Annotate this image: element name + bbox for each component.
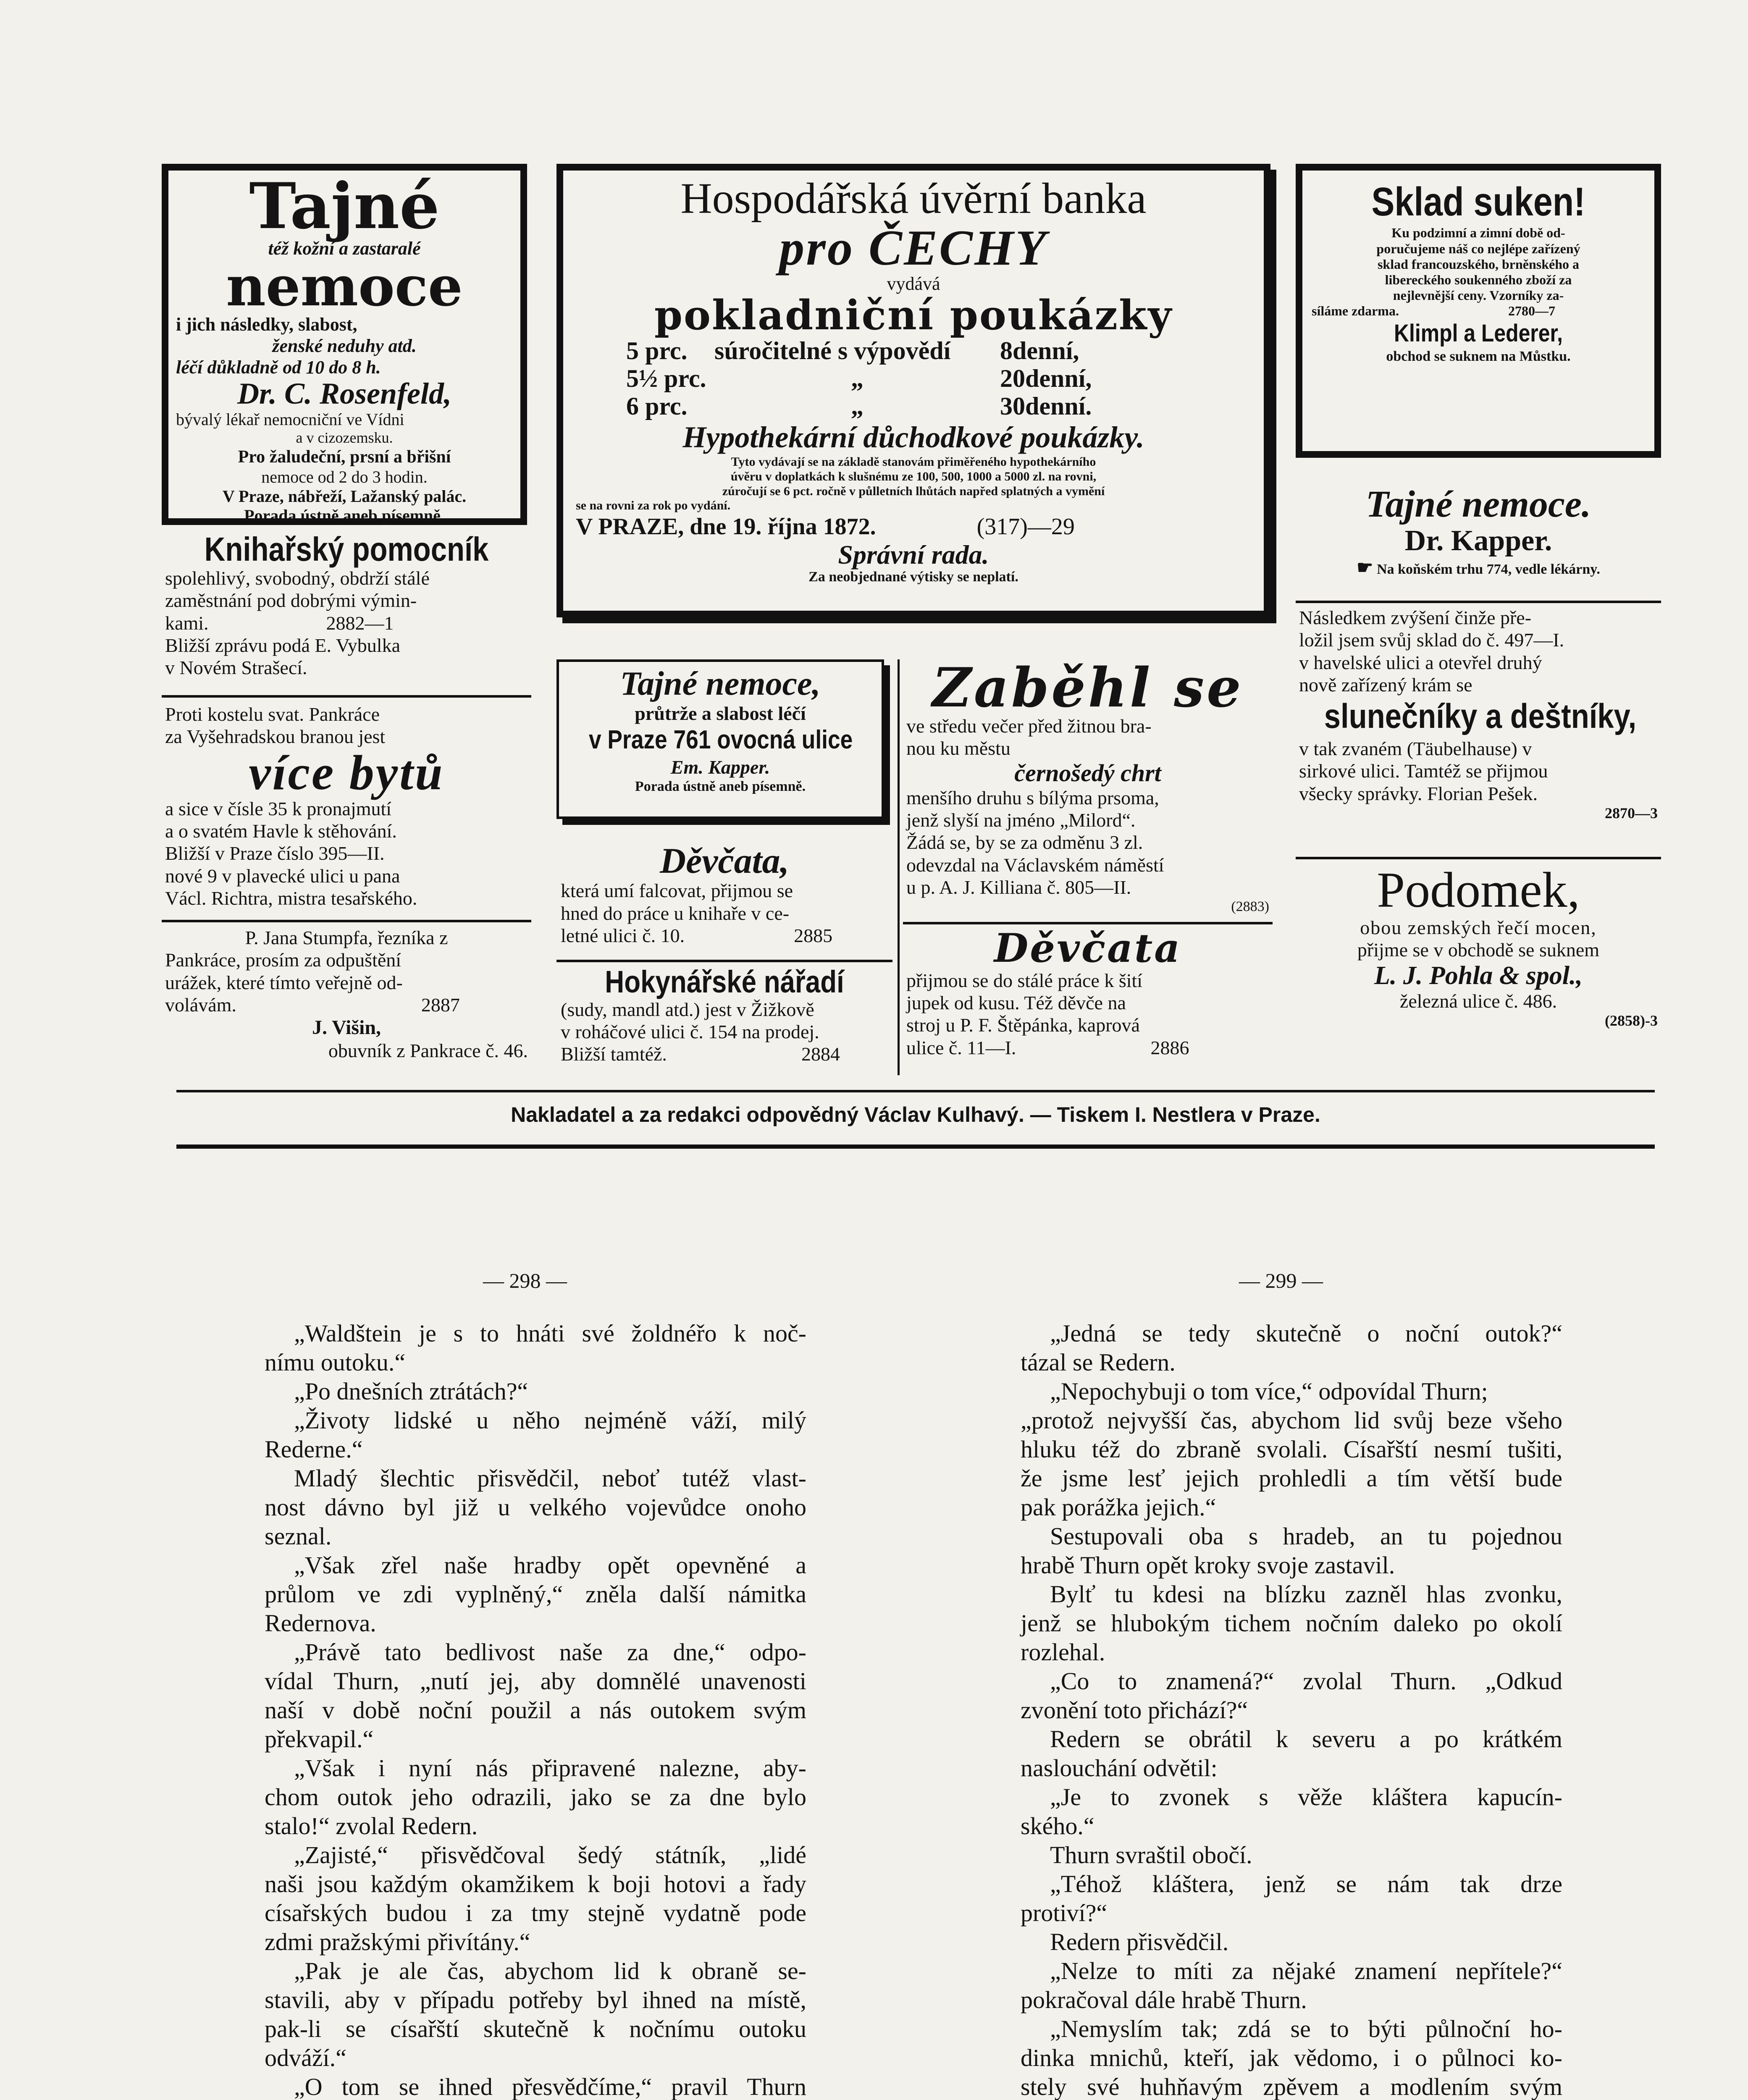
footer-rule-bottom [176,1144,1655,1149]
ad-slunecniky-destniky [1296,605,1661,861]
ad-name: Dr. Kapper. [1404,524,1552,557]
divider [162,920,531,922]
ad-title-2: pro ČECHY [779,220,1048,276]
text-line: zdmi pražskými přivítány.“ [265,1928,530,1956]
ad-title-2: nemoce [226,254,463,319]
ad-line: jupek od kusu. Též děvče na [906,992,1126,1014]
divider [1296,601,1661,603]
text-line: hrabě Thurn opět kroky svoje zastavil. [1021,1551,1395,1579]
ad-code: 2882—1 [326,612,394,634]
divider [1296,857,1661,859]
text-line: hluku též do zbraně svolali. Císařští nesmí tušiti, [1021,1436,1562,1463]
ad-knihar-pomocnik [162,529,531,679]
ad-tajne-nemoce-kapper [556,659,884,819]
text-line: průlom ve zdi vyplněný,“ zněla další námitka [265,1580,806,1608]
text-line: „Po dnešních ztrátách?“ [294,1378,528,1405]
ad-title: Knihařský pomocník [204,530,489,568]
page-number-left: — 298 — [483,1269,567,1292]
text-line: „Waldštein je s to hnáti své žoldnéřo k noč- [294,1320,806,1347]
ad-line: nejlevnější ceny. Vzorníky za- [1393,287,1564,303]
text-line: Sestupovali oba s hradeb, an tu pojednou [1050,1522,1562,1550]
text-line: „Téhož kláštera, jenž se nám tak drze [1050,1870,1562,1898]
ad-title-3: pokladniční poukázky [654,291,1173,339]
ad-firm: L. J. Pohla & spol., [1374,961,1583,990]
text-line: „O tom se ihned přesvědčíme,“ pravil Thurn [294,2073,806,2100]
ad-line: obou zemských řečí mocen, [1360,917,1597,938]
text-line: vídal Thurn, „nutí jej, aby domnělé unavenosti [265,1667,806,1695]
imprint: Nakladatel a za redakci odpovědný Václav Kulhavý. — Tiskem I. Nestlera v Praze. [511,1103,1320,1126]
text-line: pak-li se císařští skutečně k nočnímu outoku [265,2015,806,2043]
text-line: seznal. [265,1522,332,1550]
ad-stumpf-apology [162,925,531,1072]
ad-footer: Porada ústně aneb písemně. [635,779,806,795]
text-line: protiví?“ [1021,1899,1108,1927]
text-line: Mladý šlechtic přisvědčil, neboť tutéž vlast- [294,1465,806,1492]
text-line: že jsme lesť jejich prohledli a tím větší bude [1021,1465,1562,1492]
footer-rule-top [176,1090,1655,1092]
divider [903,922,1273,924]
advertisement-section [162,160,1661,1079]
ad-line: Bližší zprávu podá E. Vybulka [165,635,400,656]
ad-line: P. Jana Stumpfa, řezníka z [245,927,448,948]
ad-podomek [1296,862,1661,1072]
ad-line: v tak zvaném (Täubelhause) v [1299,738,1532,759]
text-line: naslouchání odvětil: [1021,1754,1218,1782]
ad-line: odevzdal na Václavském náměstí [906,854,1164,876]
text-line: „Je to zvonek s věže kláštera kapucín- [1050,1783,1562,1811]
ad-line: (sudy, mandl atd.) jest v Žižkově [561,998,814,1020]
text-line: chom outok jeho odrazili, jako se za dne bylo [265,1783,806,1811]
ad-line: libereckého soukenného zboží za [1385,272,1572,287]
text-line: Redern přisvědčil. [1050,1928,1229,1956]
ad-line: hned do práce u knihaře v ce- [561,902,790,924]
ad-small-line: se na rovni za rok po vydání. [576,499,731,513]
ad-line: ložil jsem svůj sklad do č. 497—I. [1299,629,1564,651]
ad-line: Pankráce, prosím za odpuštění [165,949,402,971]
ad-tajne-nemoce-dr-kapper [1296,483,1661,596]
ad-line: Bližší tamtéž. [561,1043,667,1065]
ad-line: letné ulici č. 10. [561,925,685,947]
ad-line: jenž slyší na jméno „Milord“. [906,809,1136,831]
rate-row: 6 prc. „ 30denní. [626,392,1092,420]
ad-line: V Praze, nábřeží, Lažanský palác. [222,486,467,506]
ad-line: přijme se v obchodě se suknem [1357,939,1600,961]
ad-line: a o svatém Havle k stěhování. [165,820,397,842]
ad-code: (2883) [1231,899,1269,915]
ad-line: v roháčové ulici č. 154 na prodej. [561,1021,819,1043]
text-line: „protož nejvyšší čas, abychom lid svůj beze všeho [1021,1407,1562,1434]
ad-line: Pro žaludeční, prsní a břišní [238,447,451,467]
ad-title: slunečníky a deštníky, [1324,697,1637,736]
text-line: „Právě tato bedlivost naše za dne,“ odpo- [294,1638,806,1666]
divider [162,695,531,698]
text-line: císařských budou i za tmy stejně vydatně pode [265,1899,806,1927]
text-line: odváží.“ [265,2044,346,2072]
ad-line: nou ku městu [906,738,1010,759]
ad-title: Děvčata [994,925,1182,971]
ad-signature: Správní rada. [838,540,989,570]
ad-code: 2870—3 [1605,804,1658,822]
ad-code: 2887 [421,994,460,1016]
text-line: stely své huhňavým zpěvem a modlením svým [1021,2073,1562,2100]
text-line: dinka mnichů, kteří, jak vědomo, i o půlnoci ko- [1021,2044,1562,2072]
ad-line: která umí falcovat, přijmou se [561,880,793,902]
ad-title: Děvčata, [659,840,789,881]
text-line: jenž se hlubokým tichem nočním daleko po okolí [1021,1609,1562,1637]
ad-line: i jich následky, slabost, [176,314,357,335]
ad-title: Tajné nemoce. [1365,483,1591,525]
ad-name: J. Višin, [312,1016,381,1039]
ad-line: nemoce od 2 do 3 hodin. [261,467,428,486]
ad-vice-bytu [162,701,531,911]
ad-line: a sice v čísle 35 k pronajmutí [165,798,392,819]
text-line: pak porážka jejich.“ [1021,1494,1216,1521]
ad-line: sirkové ulici. Tamtéž se přijmou [1299,760,1548,782]
ad-small-line: zúročují se 6 pct. ročně v půlletních lhůtách napřed splatných a vymění [722,484,1105,498]
text-line: „Nelze to míti za nějaké znamení nepřítele?“ [1050,1957,1562,1985]
ad-signature: obuvník z Pankrace č. 46. [328,1040,528,1062]
text-line: tázal se Redern. [1021,1349,1176,1376]
ad-line: Ku podzimní a zimní době od- [1391,225,1565,241]
text-line: nímu outoku.“ [265,1349,406,1376]
ad-title: Tajné [249,169,440,243]
ad-line: Bližší v Praze číslo 395—II. [165,843,385,864]
text-line: „Co to znamená?“ zvolal Thurn. „Odkud [1050,1667,1562,1695]
ad-footnote: Za neobjednané výtisky se neplatí. [808,569,1018,585]
ad-tajne-nemoce-rosenfeld [162,164,527,525]
ad-address: železná ulice č. 486. [1399,990,1557,1012]
page-number-right: — 299 — [1239,1269,1323,1292]
text-line: „Nemyslím tak; zdá se to býti půlnoční ho- [1050,2015,1562,2043]
ad-line: za Vyšehradskou branou jest [165,726,386,748]
ad-line: zaměstnání pod dobrými výmin- [165,590,417,612]
ad-line: stroj u P. F. Štěpánka, kaprová [906,1014,1140,1036]
ad-line: Proti kostelu svat. Pankráce [165,704,380,725]
ad-line: volávám. [165,994,236,1016]
ad-code: (317)—29 [976,514,1075,540]
text-line: překvapil.“ [265,1725,374,1753]
text-column-right [1021,1319,1562,2100]
ad-place: V PRAZE, dne 19. října 1872. [576,514,876,540]
text-line: „Životy lidské u něho nejméně váží, milý [294,1407,806,1434]
ad-hokynarske-naradi [556,964,892,1073]
text-column-left [265,1319,806,2100]
ad-sklad-suken [1296,164,1661,458]
ad-small-line: Tyto vydávají se na základě stanovám přiměřeného hypothekárního [731,455,1096,469]
column-divider [898,659,900,1075]
ad-title: Hospodářská úvěrní banka [680,174,1147,223]
ad-line: Následkem zvýšení činže pře- [1299,607,1532,628]
text-line: Redernova. [265,1609,376,1637]
ad-rate-table [626,337,1251,420]
ad-devcata-falcovat [556,840,892,966]
ad-firm: Klimpl a Lederer, [1394,320,1563,347]
ad-devcata-jupky [903,926,1273,1073]
divider [556,960,892,962]
text-line: „Však zřel naše hradby opět opevněné a [294,1551,806,1579]
ad-line: sklad francouzského, brněnského a [1377,256,1580,272]
text-line: „Však i nyní nás připravené nalezne, aby- [294,1754,806,1782]
ad-line: všecky správky. Florian Pešek. [1299,782,1538,804]
ad-line: ulice č. 11—I. [906,1037,1016,1058]
pointing-hand-icon: ☛ [1357,557,1373,578]
ad-line: nově zařízený krám se [1299,674,1472,696]
ad-line: a v cizozemsku. [296,429,393,446]
text-line: „Jedná se tedy skutečně o noční outok?“ [1050,1320,1562,1347]
rate-row: 5 prc. súročitelné s výpovědí 8denní, [626,337,1079,365]
ad-title: Zaběhl se [932,656,1244,719]
ad-zabehl-se [903,656,1273,915]
ad-line: přijmou se do stálé práce k šití [906,969,1143,991]
ad-line: ve středu večer před žitnou bra- [906,715,1152,737]
ad-title: více bytů [249,745,444,800]
text-line: stalo!“ zvolal Redern. [265,1812,478,1840]
ad-small-line: úvěru v doplatkách k slušnému ze 100, 500, 1000 a 5000 zl. na rovni, [730,469,1097,483]
ad-line: nové 9 v plavecké ulici u pana [165,865,400,887]
ad-line: ženské neduhy atd. [272,336,417,357]
ad-code: 2886 [1150,1037,1189,1058]
rate-row: 5½ prc. „ 20denní, [626,365,1092,393]
ad-title: Hokynářské nářadí [605,964,844,999]
ad-line: menšího druhu s bílýma prsoma, [906,787,1159,808]
ad-line: Václ. Richtra, mistra tesařského. [165,887,417,909]
ad-line: v Novém Strašecí. [165,657,307,679]
ad-hospodarska-banka [556,164,1270,617]
ad-subtitle: též kožní a zastaralé [268,238,421,259]
text-line: Bylť tu kdesi na blízku zazněl hlas zvonku, [1050,1580,1562,1608]
ad-code: 2885 [794,925,833,947]
ad-line: v havelské ulici a otevřel druhý [1299,651,1542,673]
text-line: zvonění toto přichází?“ [1021,1696,1248,1724]
ad-line: průtrže a slabost léčí [635,703,806,724]
text-line: Rederne.“ [265,1436,363,1463]
ad-line: urážek, které tímto veřejně od- [165,971,403,993]
ad-title: Tajné nemoce, [620,665,821,702]
ad-name: Em. Kapper. [670,756,770,778]
ad-line: kami. [165,612,209,634]
ad-code: (2858)-3 [1605,1012,1658,1029]
text-line: nost dávno byl již u velkého vojevůdce onoho [265,1494,806,1521]
ad-line: spolehlivý, svobodný, obdrží stálé [165,567,430,589]
ad-doctor-name: Dr. C. Rosenfeld, [237,377,452,411]
text-line: ského.“ [1021,1812,1094,1840]
ad-line: poručujeme náš co nejlépe zařízený [1376,241,1580,256]
text-line: naší v době noční použil a nás outokem svým [265,1696,806,1724]
ad-address: Na koňském trhu 774, vedle lékárny. [1377,561,1600,577]
text-line: Thurn svraštil obočí. [1050,1841,1252,1869]
ad-line: léčí důkladně od 10 do 8 h. [176,357,381,378]
text-line: rozlehal. [1021,1638,1105,1666]
ad-code: 2884 [801,1043,840,1065]
ad-subtitle: Hypothekární důchodkové poukázky. [682,420,1144,454]
text-line: naši jsou každým okamžikem k boji hotovi a řady [265,1870,806,1898]
ad-address: obchod se suknem na Můstku. [1386,348,1571,364]
text-line: „Zajisté,“ přisvědčoval šedý státník, „lidé [294,1841,806,1869]
ad-title: Podomek, [1377,862,1580,918]
ad-address: v Praze 761 ovocná ulice [588,725,853,755]
ad-line: síláme zdarma. [1312,303,1399,318]
ad-line: Porada ústně aneb písemně. [244,506,445,525]
text-line: pokračoval dále hrabě Thurn. [1021,1986,1307,2014]
ad-vydava: vydává [887,273,940,294]
ad-line: Žádá se, by se za odměnu 3 zl. [906,832,1143,853]
ad-line: u p. A. J. Killiana č. 805—II. [906,876,1131,898]
text-line: Redern se obrátil k severu a po krátkém [1050,1725,1562,1753]
text-line: stavili, aby v případu potřeby byl ihned na místě, [265,1986,806,2014]
text-line: „Pak je ale čas, abychom lid k obraně se- [294,1957,806,1985]
text-line: „Nepochybuji o tom více,“ odpovídal Thurn; [1050,1378,1488,1405]
ad-line: bývalý lékař nemocniční ve Vídni [176,410,404,429]
ad-title: Sklad suken! [1371,179,1585,224]
ad-code: 2780—7 [1508,303,1555,318]
ad-dog: černošedý chrt [1014,759,1161,787]
